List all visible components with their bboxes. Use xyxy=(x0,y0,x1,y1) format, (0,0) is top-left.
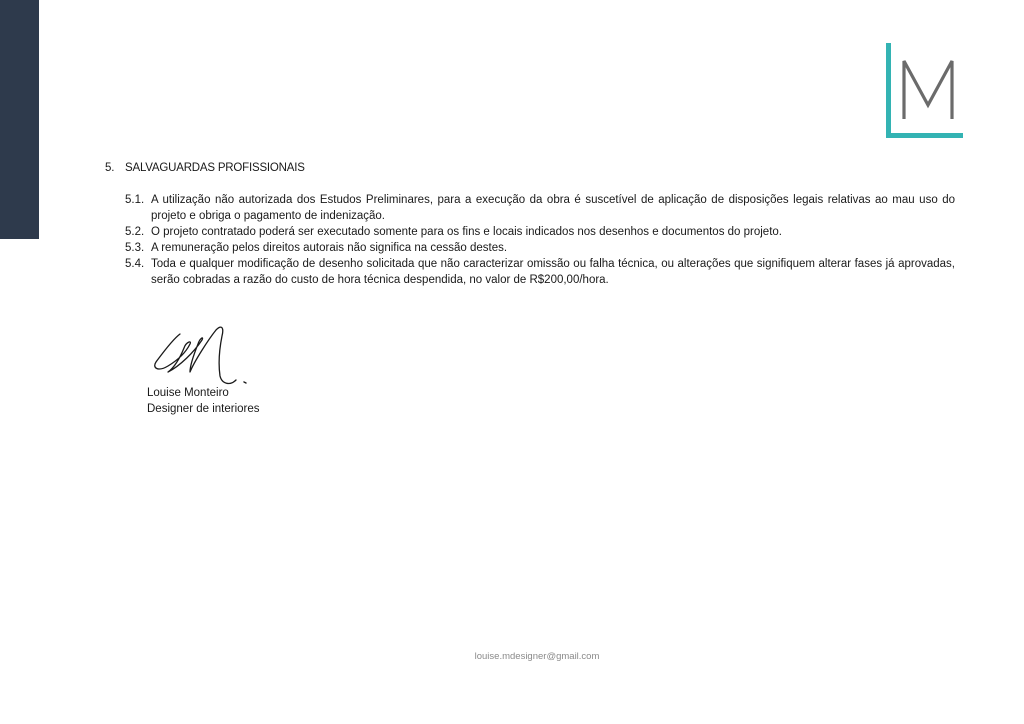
footer-email: louise.mdesigner@gmail.com xyxy=(474,651,600,662)
clause-item xyxy=(105,224,955,240)
signatory-name: Louise Monteiro xyxy=(147,387,229,399)
clause-text: A remuneração pelos direitos autorais não significa na cessão destes. xyxy=(151,242,508,254)
section-title: SALVAGUARDAS PROFISSIONAIS xyxy=(125,162,305,174)
clause-text: Toda e qualquer modificação de desenho solicitada que não caracterizar omissão ou falha técnica, ou alterações que signifiquem alterar fases já aprovadas, serão cobradas a razão do custo de hora técnica despendida, no valor de R$200,00/hora. xyxy=(151,258,955,286)
clause-item xyxy=(105,256,955,288)
section-heading xyxy=(105,160,955,176)
logo-m-letter xyxy=(900,57,956,121)
clause-item xyxy=(105,240,955,256)
clause-text: A utilização não autorizada dos Estudos Preliminares, para a execução da obra é suscetível de aplicação de disposições legais relativas ao mau uso do projeto e obriga o pagamento de indenização. xyxy=(151,194,955,222)
handwritten-signature xyxy=(150,322,250,390)
signatory-role: Designer de interiores xyxy=(147,403,260,415)
side-decorative-band xyxy=(0,0,39,239)
brand-logo xyxy=(886,43,964,140)
clause-item xyxy=(105,192,955,224)
clause-number: 5.2. xyxy=(125,226,145,238)
logo-l-vertical-bar xyxy=(886,43,891,138)
clause-text: O projeto contratado poderá ser executado somente para os fins e locais indicados nos desenhos e documentos do projeto. xyxy=(151,226,782,238)
clause-list xyxy=(105,192,955,288)
section-professional-safeguards xyxy=(105,160,955,288)
clause-number: 5.1. xyxy=(125,194,145,206)
clause-number: 5.4. xyxy=(125,258,145,270)
logo-l-horizontal-bar xyxy=(886,133,963,138)
clause-number: 5.3. xyxy=(125,242,145,254)
section-number: 5. xyxy=(105,162,115,174)
